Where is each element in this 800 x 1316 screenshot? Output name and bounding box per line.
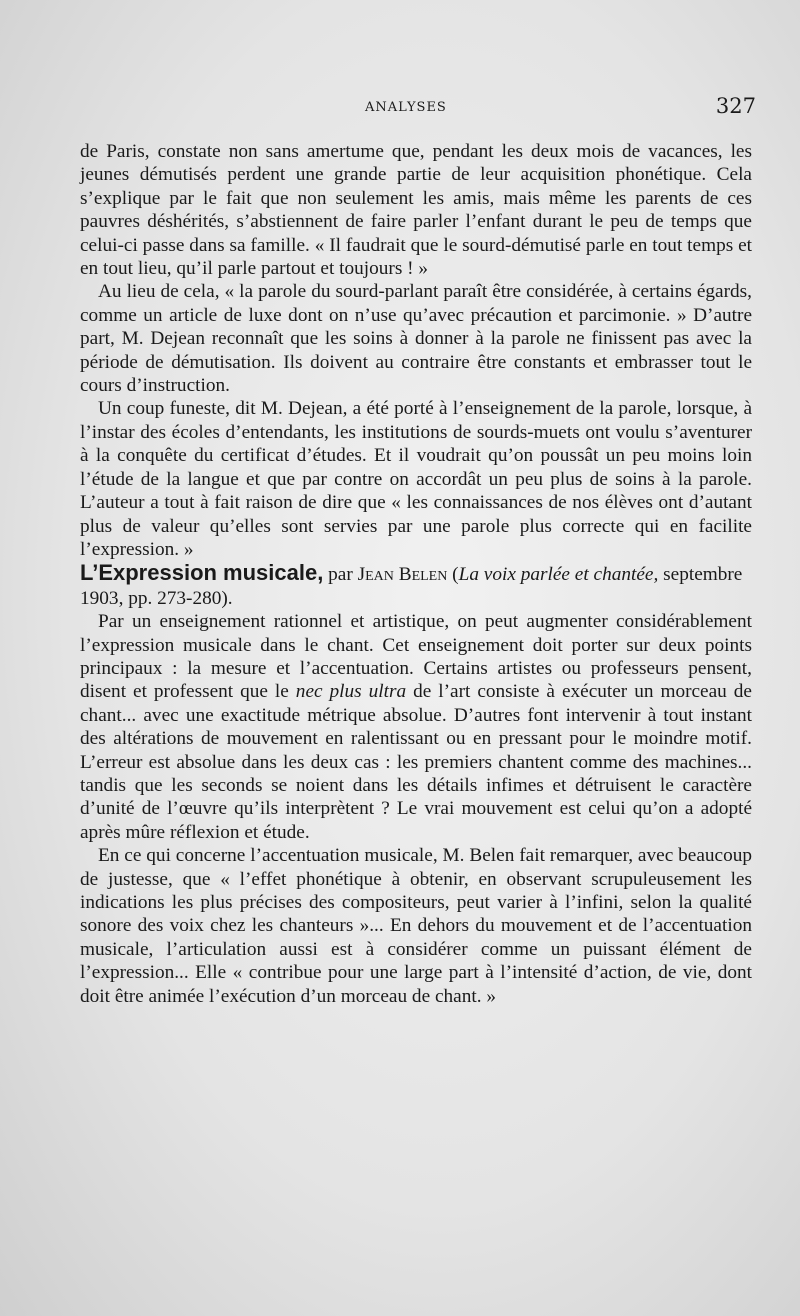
review-open-paren: ( [447, 564, 459, 586]
review-header [80, 561, 752, 610]
paragraph: Au lieu de cela, « la parole du sourd-parlant paraît être considérée, à certains égards, comme un article de luxe dont on n’use qu’avec précaution et parcimonie. » D’autre part, M. Dejean reconnaît que les soins à donner à la parole ne finissent pas avec la période de démutisation. Ils doivent au contraire être constants et embrasser tout le cours d’instruction. [80, 281, 752, 397]
review-title: L’Expression musicale, [80, 560, 324, 586]
body-text [80, 140, 752, 1008]
paragraph-continuation: de Paris, constate non sans amertume que, pendant les deux mois de vacances, les jeunes démutisés perdent une grande partie de leur acquisition phonétique. Cela s’explique par le fait que non seulement les amis, mais même les parents de ces pauvres déshérités, s’abstiennent de faire parler l’enfant durant le peu de temps que celui-ci passe dans sa famille. « Il faudrait que le sourd-démutisé parle en tout temps et en tout lieu, qu’il parle partout et toujours ! » [80, 141, 752, 280]
page-number: 327 [715, 94, 756, 118]
paragraph: Un coup funeste, dit M. Dejean, a été porté à l’enseignement de la parole, lorsque, à l’instar des écoles d’entendants, les institutions de sourds-muets ont voulu s’aventurer à la conquête du certificat d’études. Et il voudrait qu’on poussât un peu moins loin l’étude de la langue et que par contre on accordât un peu plus de soins à la parole. L’auteur a tout à fait raison de dire que « les connaissances de nos élèves ont d’autant plus de valeur qu’elles sont servies par une parole plus correcte qui en facilite l’expression. » [80, 398, 752, 560]
paragraph-text: de l’art consiste à exécuter un morceau de chant... avec une exactitude métrique absolue. D’autres font intervenir à tout instant des altérations de mouvement en ralentissant ou en pressant pour le moindre motif. L’erreur est absolue dans les deux cas : les premiers chantent comme des machines... tandis que les seconds se noient dans les détails infimes et détruisent le caractère d’unité de l’œuvre qu’ils interprètent ? Le vrai mouvement est celui qu’on a adopté après mûre réflexion et étude. [80, 681, 752, 843]
review-details: septembre 1903, pp. 273-280). [80, 564, 743, 609]
paragraph: En ce qui concerne l’accentuation musicale, M. Belen fait remarquer, avec beaucoup de justesse, que « l’effet phonétique à obtenir, en observant scrupuleusement les indications les plus précises des compositeurs, peut varier à l’infini, selon la qualité sonore des voix chez les chanteurs »... En dehors du mouvement et de l’accentuation musicale, l’articulation aussi est à considérer comme un puissant élément de l’expression... Elle « contribue pour une large part à l’intensité d’action, de vie, dont doit être animée l’exécution d’un morceau de chant. » [80, 845, 752, 1007]
review-author: Jean Belen [357, 564, 448, 586]
review-by: par [323, 564, 358, 586]
paragraph [80, 610, 752, 844]
latin-phrase: nec plus ultra [295, 681, 407, 703]
review-journal: La voix parlée et chantée, [458, 564, 659, 586]
paragraph-text: Par un enseignement rationnel et artistique, on peut augmenter considérablement l’expression musicale dans le chant. Cet enseignement doit porter sur deux points principaux : la mesure et l’accentuation. Certains artistes ou professeurs pensent, disent et professent que le [80, 611, 752, 703]
running-head: ANALYSES [365, 100, 447, 115]
